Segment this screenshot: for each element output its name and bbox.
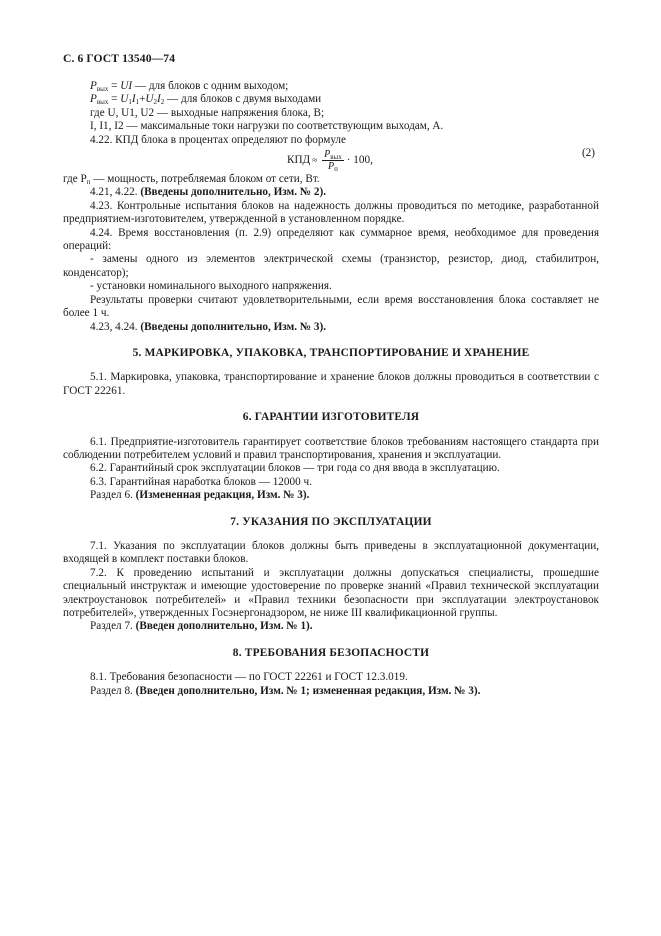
clause-4-24-item-2: - установки номинального выходного напряжения. xyxy=(90,280,332,293)
amendment-note: (Введен дополнительно, Изм. № 1). xyxy=(135,620,313,633)
clause-4-23: 4.23. Контрольные испытания блоков на надежность должны проводиться по методике, разработанной предприятием-изготовителем, утвержденной в установленном порядке. xyxy=(63,199,599,226)
formula-line-two-outputs xyxy=(63,93,599,106)
clause-4-24: 4.24. Время восстановления (п. 2.9) определяют как суммарное время, необходимое для проведения операций: xyxy=(63,226,599,253)
clause-6-3: 6.3. Гарантийная наработка блоков — 12000 ч. xyxy=(90,475,312,488)
section-5-heading: 5. МАРКИРОВКА, УПАКОВКА, ТРАНСПОРТИРОВАНИЕ И ХРАНЕНИЕ xyxy=(132,346,530,359)
spacer xyxy=(63,425,599,436)
den-subscript: п xyxy=(334,165,338,174)
approx-sign: ≈ xyxy=(312,154,318,165)
formula-2 xyxy=(63,147,599,173)
section-8-heading: 8. ТРЕБОВАНИЯ БЕЗОПАСНОСТИ xyxy=(232,646,430,659)
amendment-note: (Введены дополнительно, Изм. № 3). xyxy=(140,320,327,333)
expr-part: I xyxy=(131,93,136,106)
expr-sub: 2 xyxy=(153,98,157,107)
den-symbol: P xyxy=(328,161,335,173)
clause-4-24-item-1: - замены одного из элементов электрической схемы (транзистор, резистор, диод, стабилитрон, конденсатор); xyxy=(63,253,599,279)
subscript: вых xyxy=(96,85,109,93)
spacer xyxy=(63,334,599,347)
formula-line-single-output xyxy=(63,80,599,93)
clause-4-22: 4.22. КПД блока в процентах определяют по формуле xyxy=(90,133,346,146)
subscript: п xyxy=(86,178,91,187)
expression: UI xyxy=(120,80,133,92)
amendment-ref: Раздел 8. xyxy=(90,684,136,697)
page-header: С. 6 ГОСТ 13540—74 xyxy=(63,52,176,65)
clause-6-1: 6.1. Предприятие-изготовитель гарантирует соответствие блоков требованиям настоящего стандарта при соблюдении потребителем условий и правил транспортирования, хранения и эксплуатации. xyxy=(63,435,599,461)
clause-5-1: 5.1. Маркировка, упаковка, транспортирование и хранение блоков должны проводиться в соответствии с ГОСТ 22261. xyxy=(63,371,599,397)
amendment-note: (Введены дополнительно, Изм. № 2). xyxy=(140,186,327,199)
amendment-4-23 xyxy=(63,321,599,334)
equation-number: (2) xyxy=(581,147,595,160)
clause-7-2: 7.2. К проведению испытаний и эксплуатации должны допускаться специалисты, прошедшие специальный инструктаж и имеющие удостоверение по проверке знаний «Правил технической эксплуатации электроустановок потребителей» и «Правил техники безопасности при эксплуатации электроустановок потребителей», утвержденных Госэнергонадзором, не ниже III квалификационной группы. xyxy=(63,566,599,619)
num-subscript: вых xyxy=(330,153,342,162)
where-desc: — мощность, потребляемая блоком от сети, Вт. xyxy=(90,173,320,186)
where-power xyxy=(63,173,599,186)
num-symbol: P xyxy=(324,149,331,161)
amendment-ref: 4.23, 4.24. xyxy=(90,320,141,333)
spacer xyxy=(63,503,599,516)
where-currents: I, I1, I2 — максимальные токи нагрузки по соответствующим выходам, А. xyxy=(90,120,444,133)
subscript: вых xyxy=(96,98,109,107)
section-7-heading: 7. УКАЗАНИЯ ПО ЭКСПЛУАТАЦИИ xyxy=(230,515,432,528)
symbol-p: P xyxy=(90,93,97,106)
clause-4-24-result: Результаты проверки считают удовлетворительными, если время восстановления блока составляет не более 1 ч. xyxy=(63,293,599,320)
amendment-note: (Измененная редакция, Изм. № 3). xyxy=(135,489,310,502)
expr-part: I xyxy=(157,93,161,106)
formula-lhs: КПД xyxy=(287,153,311,166)
section-6-heading: 6. ГАРАНТИИ ИЗГОТОВИТЕЛЯ xyxy=(242,411,420,424)
where-text: где P xyxy=(63,173,87,186)
spacer xyxy=(63,634,599,647)
clause-7-1: 7.1. Указания по эксплуатации блоков должны быть приведены в эксплуатационной документации, входящей в комплект поставки блоков. xyxy=(63,539,599,566)
amendment-ref: Раздел 7. xyxy=(90,620,136,633)
spacer xyxy=(63,360,599,371)
section-7-amendment xyxy=(63,620,599,633)
expr-part: U xyxy=(120,93,129,106)
formula-fraction xyxy=(322,149,344,172)
clause-6-2: 6.2. Гарантийный срок эксплуатации блоков — три года со дня ввода в эксплуатацию. xyxy=(90,462,500,475)
clause-8-1: 8.1. Требования безопасности — по ГОСТ 22261 и ГОСТ 12.3.019. xyxy=(90,671,408,684)
amendment-ref: 4.21, 4.22. xyxy=(90,186,141,199)
symbol-p: P xyxy=(90,80,97,92)
efficiency-formula xyxy=(287,149,373,172)
expr-sub: 1 xyxy=(135,98,140,107)
spacer xyxy=(63,660,599,671)
section-6-amendment xyxy=(63,489,599,502)
expr-part: + xyxy=(139,93,146,106)
description: — для блоков с двумя выходами xyxy=(164,93,322,106)
description: — для блоков с одним выходом; xyxy=(132,80,289,92)
amendment-4-21 xyxy=(63,186,599,199)
fraction-numerator xyxy=(322,149,344,161)
spacer xyxy=(63,398,599,411)
expr-sub: 2 xyxy=(160,98,165,107)
expr-part: U xyxy=(145,93,154,106)
amendment-ref: Раздел 6. xyxy=(90,489,136,502)
section-8-amendment xyxy=(63,685,599,698)
equals: = xyxy=(108,93,121,106)
expr-sub: 1 xyxy=(128,98,132,107)
where-voltages: где U, U1, U2 — выходные напряжения блока, В; xyxy=(90,106,325,119)
fraction-denominator xyxy=(326,161,340,172)
spacer xyxy=(63,529,599,540)
equals: = xyxy=(108,80,121,92)
formula-rest: · 100, xyxy=(346,153,373,166)
amendment-note: (Введен дополнительно, Изм. № 1; измененная редакция, Изм. № 3). xyxy=(135,684,481,697)
document-body xyxy=(63,80,599,698)
